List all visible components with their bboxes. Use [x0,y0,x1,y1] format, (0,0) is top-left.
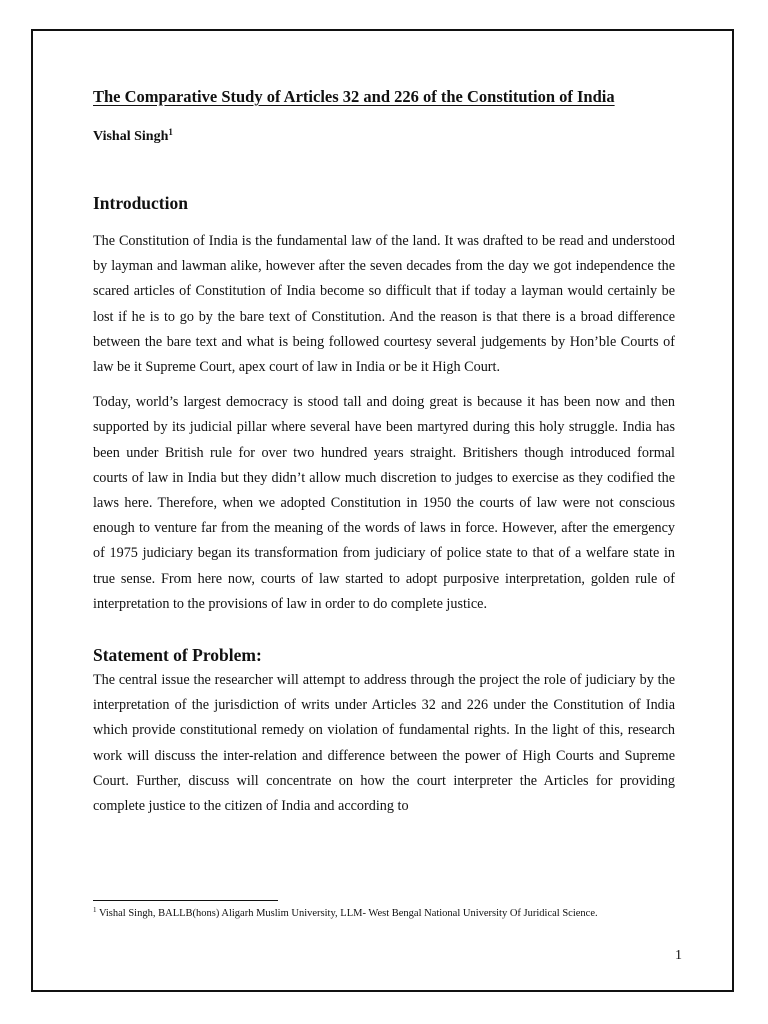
footnote-separator [93,900,278,901]
statement-of-problem-heading: Statement of Problem: [93,645,262,666]
author-name: Vishal Singh [93,129,169,144]
author-footnote-marker[interactable]: 1 [168,127,173,137]
page-content [93,86,675,819]
statement-of-problem-paragraph: The central issue the researcher will attempt to address through the project the role of judiciary by the interpretation of the jurisdiction of writs under Articles 32 and 226 under the Constitution of India which provide constitutional remedy on violation of fundamental rights. In the light of this, research work will discuss the inter-relation and difference between the power of High Courts and Supreme Court. Further, discuss will concentrate on how the court interpreter the Articles for providing complete justice to the citizen of India and according to [93,672,675,815]
page-number: 1 [675,948,682,963]
paper-title: The Comparative Study of Articles 32 and 226 of the Constitution of India [93,87,615,106]
introduction-paragraph: The Constitution of India is the fundamental law of the land. It was drafted to be read and understood by layman and lawman alike, however after the seven decades from the day we got independence the scared articles of Constitution of India become so difficult that if today a layman would certainly be lost if he is to go by the bare text of Constitution. And the reason is that there is a broad difference between the bare text and what is being followed courtesy several judgements by Hon’ble Courts of law be it Supreme Court, apex court of law in India or be it High Court. [93,233,675,376]
footnote [93,907,675,921]
introduction-paragraph: Today, world’s largest democracy is stood tall and doing great is because it has been now and then supported by its judicial pillar where several have been martyred during this holy struggle. India has been under British rule for over two hundred years straight. Britishers though introduced formal courts of law in India but they didn’t allow much discretion to judges to exercise as they codified the laws here. Therefore, when we adopted Constitution in 1950 the courts of law were not conscious enough to venture far from the meaning of the words of laws in force. However, after the emergency of 1975 judiciary began its transformation from judiciary of police state to that of a welfare state in true sense. From here now, courts of law started to adopt purposive interpretation, golden rule of interpretation to the provisions of law in order to do complete justice. [93,394,675,612]
introduction-heading: Introduction [93,193,188,213]
footnote-text: Vishal Singh, BALLB(hons) Aligarh Muslim University, LLM- West Bengal National University Of Juridical Science. [98,908,598,919]
footnote-marker: 1 [93,906,97,914]
author-line [93,127,675,147]
